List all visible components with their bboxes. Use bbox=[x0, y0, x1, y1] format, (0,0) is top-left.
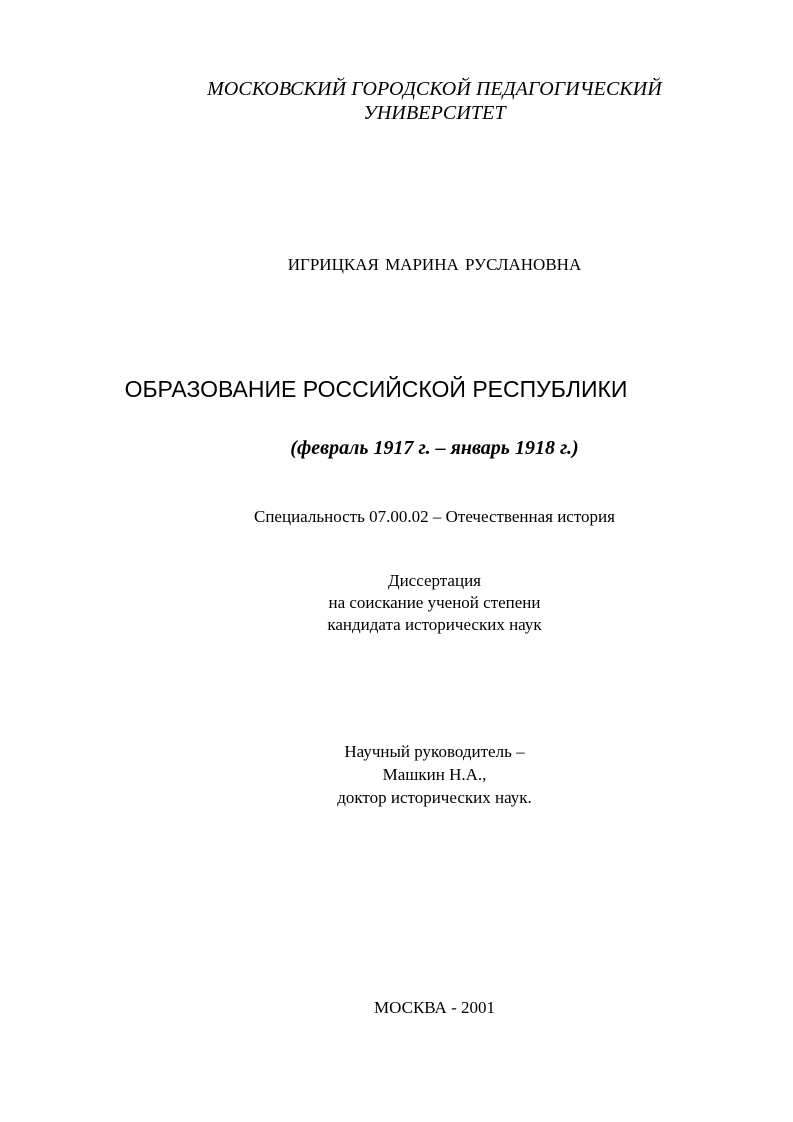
degree-name: кандидата исторических наук bbox=[327, 615, 542, 634]
city-year: МОСКВА - 2001 bbox=[374, 998, 495, 1017]
university-name-line-1: МОСКОВСКИЙ ГОРОДСКОЙ ПЕДАГОГИЧЕСКИЙ bbox=[207, 78, 662, 100]
university-name-line-2: УНИВЕРСИТЕТ bbox=[363, 102, 506, 124]
dissertation-title: ОБРАЗОВАНИЕ РОССИЙСКОЙ РЕСПУБЛИКИ bbox=[124, 376, 628, 402]
dissertation-subtitle: (февраль 1917 г. – январь 1918 г.) bbox=[290, 437, 579, 459]
degree-purpose: на соискание ученой степени bbox=[328, 593, 541, 612]
specialty: Специальность 07.00.02 – Отечественная история bbox=[254, 507, 615, 526]
dissertation-label: Диссертация bbox=[387, 571, 481, 590]
supervisor-label: Научный руководитель – bbox=[344, 742, 525, 761]
author-name: ИГРИЦКАЯ МАРИНА РУСЛАНОВНА bbox=[287, 255, 582, 274]
supervisor-degree: доктор исторических наук. bbox=[337, 788, 532, 807]
supervisor-name: Машкин Н.А., bbox=[382, 765, 487, 784]
